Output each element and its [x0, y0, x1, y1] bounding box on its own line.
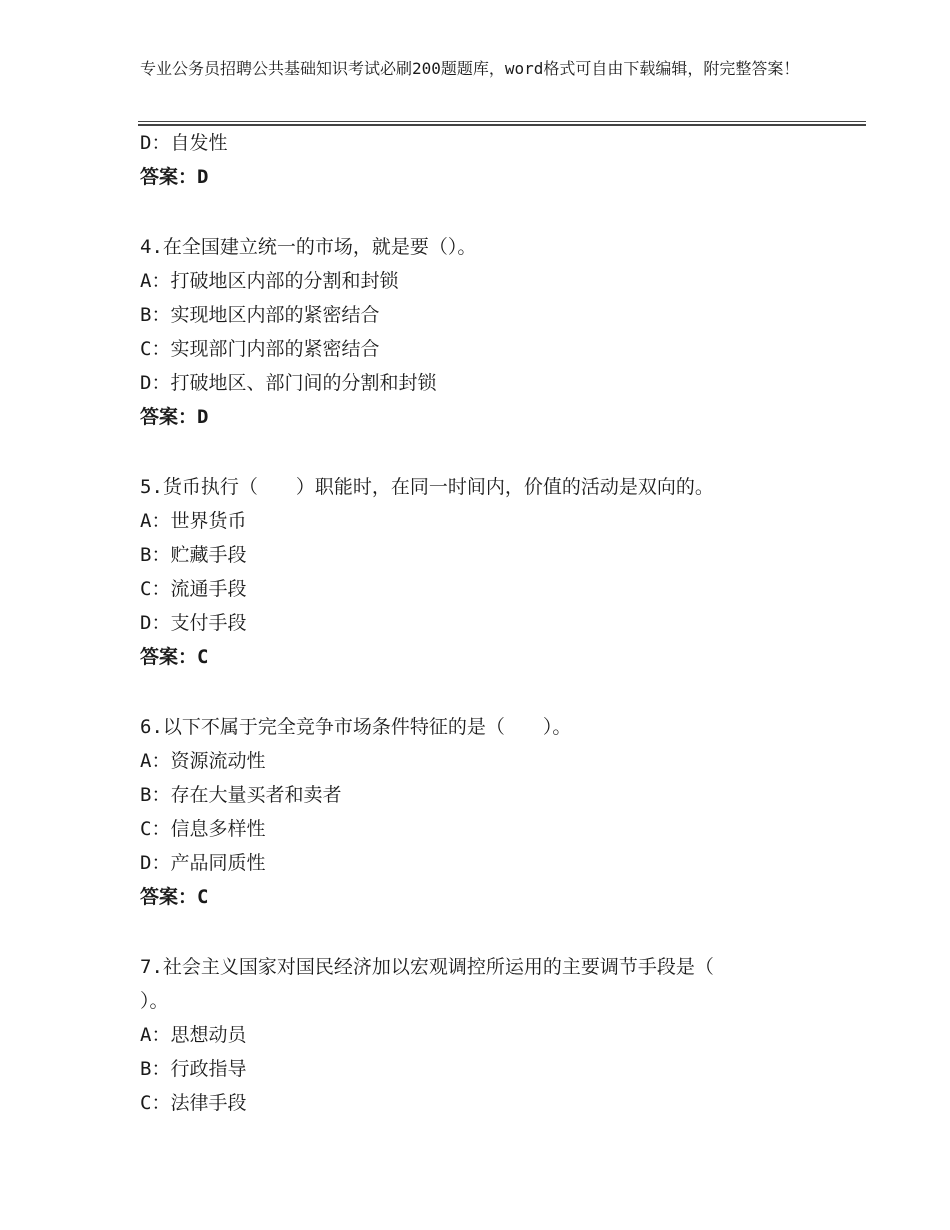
answer-value: D [197, 166, 209, 188]
answer-label: 答案： [140, 166, 198, 188]
answer-label: 答案： [140, 886, 198, 908]
option-a: A：世界货币 [140, 510, 247, 532]
option-c: C：信息多样性 [140, 818, 266, 840]
option-b: B：实现地区内部的紧密结合 [140, 304, 380, 326]
option-c: C：实现部门内部的紧密结合 [140, 338, 380, 360]
option-b: B：存在大量买者和卖者 [140, 784, 342, 806]
option-a: A：打破地区内部的分割和封锁 [140, 270, 399, 292]
option-c: C：流通手段 [140, 578, 247, 600]
answer-value: C [197, 886, 209, 908]
question-title: 6.以下不属于完全竞争市场条件特征的是（ ）。 [140, 716, 572, 738]
answer-value: D [197, 406, 209, 428]
spacer [140, 434, 840, 470]
spacer [140, 194, 840, 230]
option-d: D：支付手段 [140, 612, 247, 634]
question-title: 4.在全国建立统一的市场，就是要（）。 [140, 236, 477, 258]
answer [140, 160, 840, 194]
option-b: B：贮藏手段 [140, 544, 247, 566]
option-a: A：资源流动性 [140, 750, 266, 772]
question-title-line-1: 7.社会主义国家对国民经济加以宏观调控所运用的主要调节手段是（ [140, 956, 714, 978]
answer-label: 答案： [140, 406, 198, 428]
answer [140, 640, 840, 674]
option-d: D：打破地区、部门间的分割和封锁 [140, 372, 437, 394]
option-c: C：法律手段 [140, 1092, 247, 1114]
option-b: B：行政指导 [140, 1058, 247, 1080]
page-header: 专业公务员招聘公共基础知识考试必刷200题题库，word格式可自由下载编辑，附完整答案！ [140, 59, 800, 78]
spacer [140, 674, 840, 710]
answer [140, 400, 840, 434]
answer-value: C [197, 646, 209, 668]
answer-label: 答案： [140, 646, 198, 668]
question-title: 5.货币执行（ ）职能时，在同一时间内，价值的活动是双向的。 [140, 476, 714, 498]
option-a: A：思想动员 [140, 1024, 247, 1046]
spacer [140, 914, 840, 950]
question-list [140, 126, 840, 1120]
answer [140, 880, 840, 914]
question-title-line-2: ）。 [140, 990, 169, 1012]
option-d: D：产品同质性 [140, 852, 266, 874]
option-d: D：自发性 [140, 132, 228, 154]
